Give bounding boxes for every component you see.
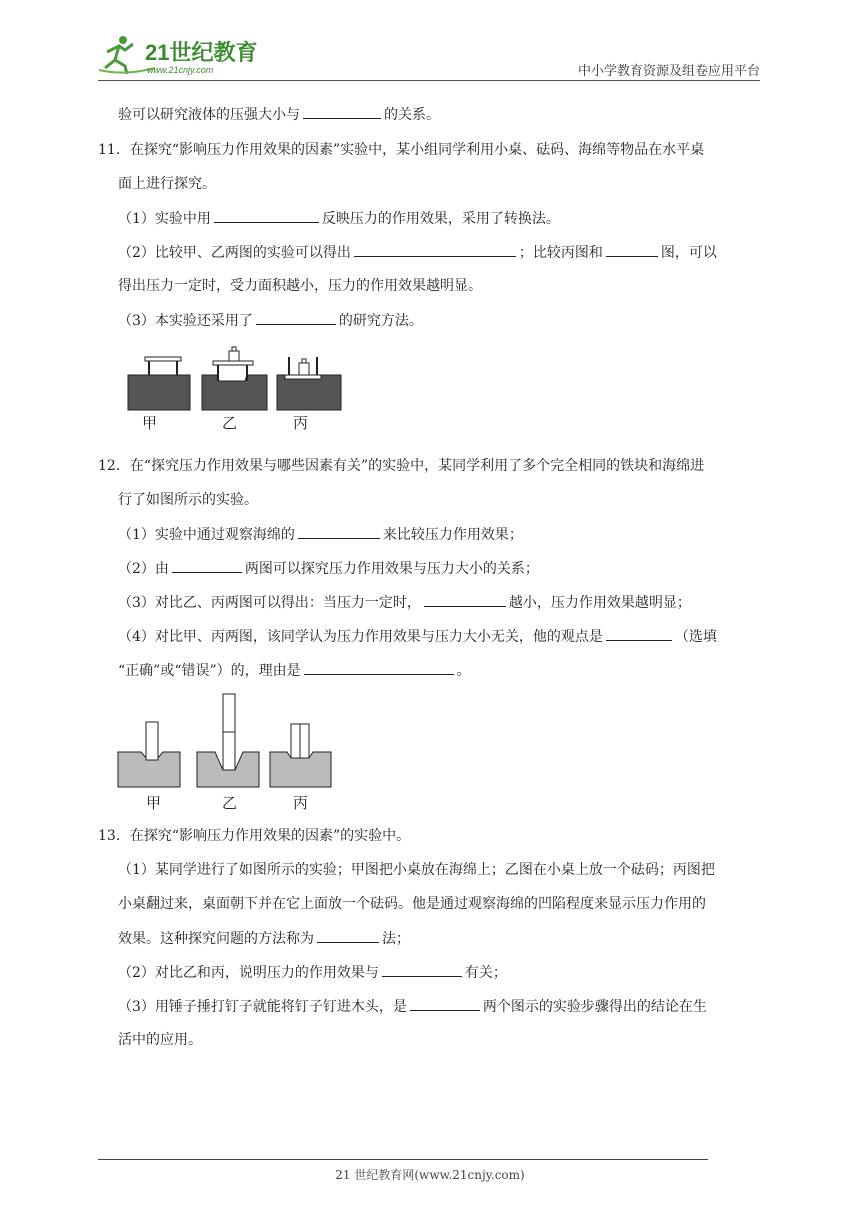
- header-platform-text: 中小学教育资源及组卷应用平台: [577, 64, 760, 79]
- footer-divider: [98, 1159, 708, 1160]
- site-logo: [95, 30, 260, 78]
- question-13-part-2: （2）对比乙和丙，说明压力的作用效果与 有关；: [118, 962, 507, 983]
- text-line: 验可以研究液体的压强大小与 的关系。: [118, 104, 440, 125]
- question-13-stem: 13．在探究“影响压力作用效果的因素”的实验中。: [98, 828, 411, 844]
- question-13-part-1-cont2: 效果。这种探究问题的方法称为 法；: [118, 928, 410, 949]
- question-11-part-2: （2）比较甲、乙两图的实验可以得出 ；比较丙图和 图，可以: [118, 242, 717, 263]
- question-12-part-3: （3）对比乙、丙两图可以得出：当压力一定时， 越小，压力作用效果越明显；: [118, 592, 691, 613]
- question-12-part-2: （2）由 两图可以探究压力作用效果与压力大小的关系；: [118, 558, 539, 579]
- figure-block-sponge: [115, 690, 340, 790]
- footer-text: 21 世纪教育网(www.21cnjy.com): [335, 1168, 525, 1182]
- svg-text:21世纪教育: 21世纪教育: [145, 40, 258, 65]
- question-12-stem: 12．在“探究压力作用效果与哪些因素有关”的实验中，某同学利用了多个完全相同的铁块和海绵进: [98, 458, 705, 474]
- question-13-part-3: （3）用锤子捶打钉子就能将钉子钉进木头，是 两个图示的实验步骤得出的结论在生: [118, 996, 707, 1017]
- question-12-part-4: （4）对比甲、丙两图，该同学认为压力作用效果与压力大小无关，他的观点是 （选填: [118, 626, 717, 647]
- question-11-part-3: （3）本实验还采用了 的研究方法。: [118, 310, 423, 331]
- question-12-stem-cont: 行了如图所示的实验。: [118, 492, 258, 508]
- question-11-part-2-cont: 得出压力一定时，受力面积越小，压力的作用效果越明显。: [118, 278, 482, 294]
- figure2-label-yi: 乙: [222, 794, 238, 812]
- question-12-part-1: （1）实验中通过观察海绵的 来比较压力作用效果；: [118, 524, 523, 545]
- figure2-label-jia: 甲: [146, 794, 162, 812]
- figure2-label-bing: 丙: [293, 794, 309, 812]
- question-11-part-1: （1）实验中用 反映压力的作用效果，采用了转换法。: [118, 208, 560, 229]
- figure1-label-jia: 甲: [142, 414, 158, 432]
- question-13-part-1: （1）某同学进行了如图所示的实验；甲图把小桌放在海绵上；乙图在小桌上放一个砝码；丙图把: [118, 862, 715, 878]
- question-13-part-3-cont: 活中的应用。: [118, 1032, 202, 1048]
- question-11-stem-cont: 面上进行探究。: [118, 176, 216, 192]
- question-13-part-1-cont: 小桌翻过来，桌面朝下并在它上面放一个砝码。他是通过观察海绵的凹陷程度来显示压力作用的: [118, 896, 706, 912]
- figure1-label-yi: 乙: [222, 414, 238, 432]
- question-12-part-4-cont: “正确”或“错误”）的，理由是 。: [118, 660, 471, 681]
- header-divider: [98, 80, 760, 81]
- question-11-stem: 11．在探究“影响压力作用效果的因素”实验中，某小组同学利用小桌、砝码、海绵等物品在水平桌: [98, 142, 705, 158]
- svg-text:www.21cnjy.com: www.21cnjy.com: [147, 65, 214, 75]
- figure1-label-bing: 丙: [293, 414, 309, 432]
